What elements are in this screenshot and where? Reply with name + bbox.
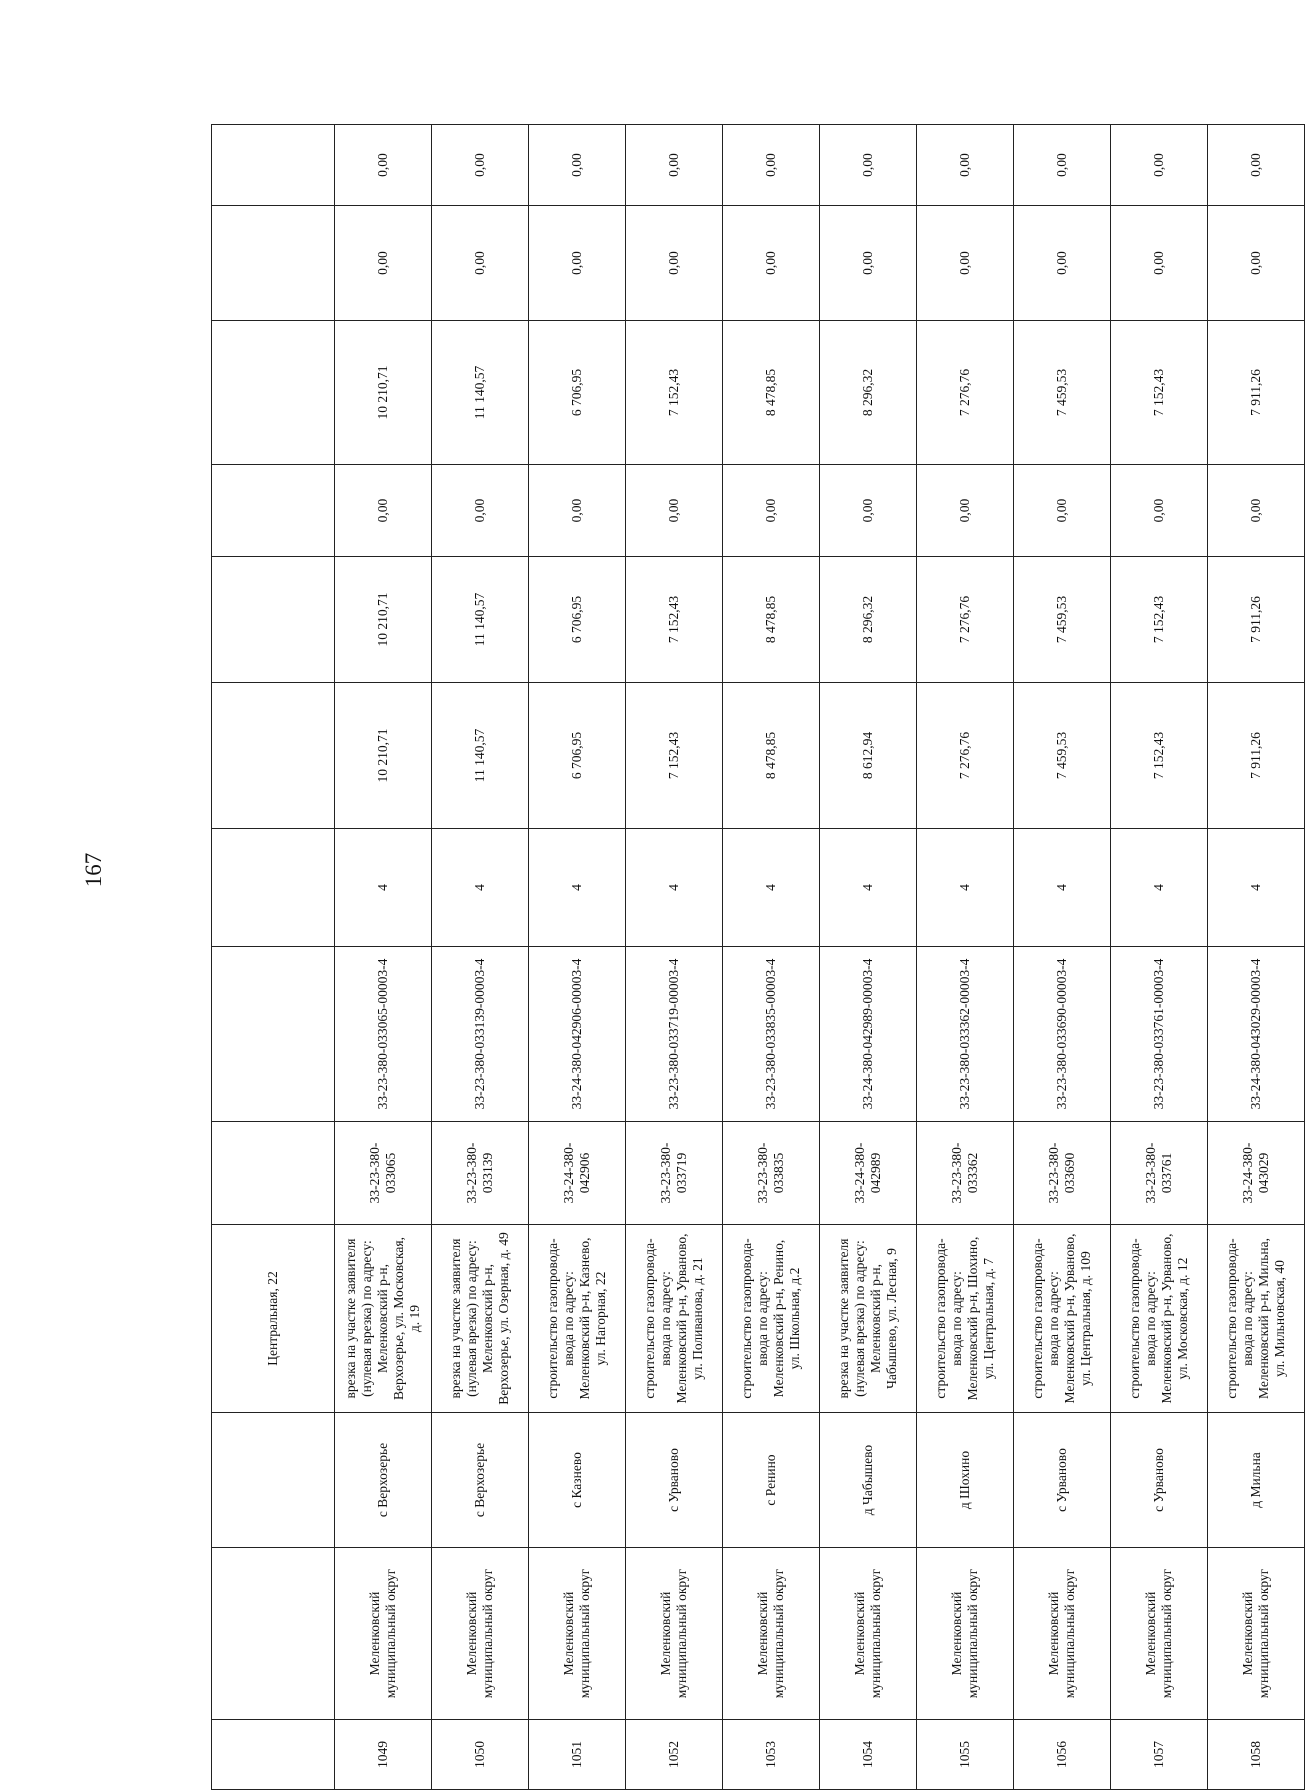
value-3-cell: 0,00 (723, 465, 820, 557)
district-cell: Меленковский муниципальный округ (432, 1548, 529, 1720)
settlement-cell: с Верхозерье (432, 1413, 529, 1548)
value-5-cell: 0,00 (1014, 206, 1111, 321)
table-row (1208, 125, 1305, 1790)
value-4-cell: 7 459,53 (1014, 321, 1111, 465)
quantity-cell: 4 (529, 829, 626, 947)
object-code-cell: 33-23-380-033835 (723, 1122, 820, 1225)
value-6-cell: 0,00 (529, 125, 626, 206)
row-number: 1058 (1208, 1720, 1305, 1790)
value-1-cell: 11 140,57 (432, 683, 529, 829)
application-code-cell: 33-23-380-033362-00003-4 (917, 947, 1014, 1122)
district-cell: Меленковский муниципальный округ (1014, 1548, 1111, 1720)
value-2-cell: 7 459,53 (1014, 557, 1111, 683)
district-cell: Меленковский муниципальный округ (820, 1548, 917, 1720)
row-number: 1052 (626, 1720, 723, 1790)
table-row (1014, 125, 1111, 1790)
description-cell: врезка на участке заявителя (нулевая врезка) по адресу: Меленковский р-н, Чабышево, ул. Лесная, 9 (820, 1225, 917, 1413)
value-4-cell: 11 140,57 (432, 321, 529, 465)
application-code-cell: 33-24-380-042989-00003-4 (820, 947, 917, 1122)
value-3-cell: 0,00 (432, 465, 529, 557)
object-code-cell: 33-23-380-033139 (432, 1122, 529, 1225)
value-3-cell: 0,00 (626, 465, 723, 557)
object-code-cell: 33-24-380-043029 (1208, 1122, 1305, 1225)
settlement-cell: д Шохино (917, 1413, 1014, 1548)
settlement-cell: с Урваново (1111, 1413, 1208, 1548)
application-code-cell: 33-23-380-033719-00003-4 (626, 947, 723, 1122)
district-cell: Меленковский муниципальный округ (626, 1548, 723, 1720)
spill-cell (212, 465, 335, 557)
value-5-cell: 0,00 (626, 206, 723, 321)
spill-cell (212, 321, 335, 465)
value-2-cell: 6 706,95 (529, 557, 626, 683)
application-code-cell: 33-23-380-033065-00003-4 (335, 947, 432, 1122)
description-cell: строительство газопровода-ввода по адресу: Меленковский р-н, Урваново, ул. Московская, д. 12 (1111, 1225, 1208, 1413)
row-number: 1056 (1014, 1720, 1111, 1790)
application-code-cell: 33-23-380-033139-00003-4 (432, 947, 529, 1122)
quantity-cell: 4 (432, 829, 529, 947)
object-code-cell: 33-23-380-033719 (626, 1122, 723, 1225)
value-3-cell: 0,00 (529, 465, 626, 557)
value-5-cell: 0,00 (529, 206, 626, 321)
value-1-cell: 10 210,71 (335, 683, 432, 829)
settlement-cell: с Урвановo (626, 1413, 723, 1548)
district-cell: Меленковский муниципальный округ (1208, 1548, 1305, 1720)
value-5-cell: 0,00 (723, 206, 820, 321)
table-row (335, 125, 432, 1790)
row-number: 1055 (917, 1720, 1014, 1790)
value-3-cell: 0,00 (820, 465, 917, 557)
value-1-cell: 7 152,43 (1111, 683, 1208, 829)
value-4-cell: 7 276,76 (917, 321, 1014, 465)
value-3-cell: 0,00 (1014, 465, 1111, 557)
description-cell: строительство газопровода-ввода по адресу: Меленковский р-н, Мильна, ул. Мильновская, 40 (1208, 1225, 1305, 1413)
value-2-cell: 8 478,85 (723, 557, 820, 683)
value-2-cell: 7 276,76 (917, 557, 1014, 683)
value-6-cell: 0,00 (917, 125, 1014, 206)
row-number: 1049 (335, 1720, 432, 1790)
object-code-cell: 33-23-380-033690 (1014, 1122, 1111, 1225)
table-row (529, 125, 626, 1790)
value-2-cell: 8 296,32 (820, 557, 917, 683)
row-number: 1054 (820, 1720, 917, 1790)
value-2-cell: 10 210,71 (335, 557, 432, 683)
value-4-cell: 7 152,43 (1111, 321, 1208, 465)
quantity-cell: 4 (1208, 829, 1305, 947)
value-6-cell: 0,00 (626, 125, 723, 206)
quantity-cell: 4 (626, 829, 723, 947)
value-4-cell: 6 706,95 (529, 321, 626, 465)
value-6-cell: 0,00 (335, 125, 432, 206)
settlement-cell: д Мильна (1208, 1413, 1305, 1548)
value-1-cell: 8 478,85 (723, 683, 820, 829)
settlement-cell: с Казнево (529, 1413, 626, 1548)
quantity-cell: 4 (1014, 829, 1111, 947)
value-6-cell: 0,00 (432, 125, 529, 206)
row-number: 1050 (432, 1720, 529, 1790)
spill-cell (212, 829, 335, 947)
quantity-cell: 4 (335, 829, 432, 947)
value-5-cell: 0,00 (1208, 206, 1305, 321)
value-1-cell: 7 152,43 (626, 683, 723, 829)
value-2-cell: 7 911,26 (1208, 557, 1305, 683)
value-4-cell: 8 296,32 (820, 321, 917, 465)
application-code-cell: 33-24-380-043029-00003-4 (1208, 947, 1305, 1122)
value-5-cell: 0,00 (917, 206, 1014, 321)
value-1-cell: 7 911,26 (1208, 683, 1305, 829)
row-number: 1053 (723, 1720, 820, 1790)
row-number: 1051 (529, 1720, 626, 1790)
table-row (626, 125, 723, 1790)
value-6-cell: 0,00 (1208, 125, 1305, 206)
description-cell: строительство газопровода-ввода по адресу: Меленковский р-н, Урваново, ул. Поливанова, д. 21 (626, 1225, 723, 1413)
object-code-cell: 33-23-380-033362 (917, 1122, 1014, 1225)
value-4-cell: 7 152,43 (626, 321, 723, 465)
description-cell: строительство газопровода-ввода по адресу: Меленковский р-н, Казнево, ул. Нагорная, 22 (529, 1225, 626, 1413)
value-2-cell: 7 152,43 (1111, 557, 1208, 683)
value-1-cell: 7 276,76 (917, 683, 1014, 829)
description-cell: строительство газопровода-ввода по адресу: Меленковский р-н, Шохино, ул. Центральная, д. 7 (917, 1225, 1014, 1413)
value-6-cell: 0,00 (1014, 125, 1111, 206)
spill-cell (212, 125, 335, 206)
district-cell: Меленковский муниципальный округ (917, 1548, 1014, 1720)
district-cell: Меленковский муниципальный округ (723, 1548, 820, 1720)
spill-cell (212, 206, 335, 321)
spill-cell (212, 683, 335, 829)
quantity-cell: 4 (723, 829, 820, 947)
spill-cell (212, 1548, 335, 1720)
value-4-cell: 8 478,85 (723, 321, 820, 465)
value-5-cell: 0,00 (820, 206, 917, 321)
object-code-cell: 33-24-380-042906 (529, 1122, 626, 1225)
data-table (211, 124, 1305, 1790)
value-3-cell: 0,00 (335, 465, 432, 557)
application-code-cell: 33-23-380-033761-00003-4 (1111, 947, 1208, 1122)
value-5-cell: 0,00 (432, 206, 529, 321)
value-6-cell: 0,00 (820, 125, 917, 206)
value-3-cell: 0,00 (917, 465, 1014, 557)
settlement-cell: с Ренино (723, 1413, 820, 1548)
value-4-cell: 7 911,26 (1208, 321, 1305, 465)
table-row (723, 125, 820, 1790)
value-5-cell: 0,00 (1111, 206, 1208, 321)
value-2-cell: 11 140,57 (432, 557, 529, 683)
spill-cell (212, 557, 335, 683)
quantity-cell: 4 (1111, 829, 1208, 947)
spill-address-tail: Центральная, 22 (212, 1225, 335, 1413)
spill-cell (212, 1720, 335, 1790)
table-row (820, 125, 917, 1790)
table-row (1111, 125, 1208, 1790)
value-1-cell: 8 612,94 (820, 683, 917, 829)
description-cell: врезка на участке заявителя (нулевая врезка) по адресу: Меленковский р-н, Верхозерье, ул. Московская, д. 19 (335, 1225, 432, 1413)
settlement-cell: с Верхозерье (335, 1413, 432, 1548)
district-cell: Меленковский муниципальный округ (1111, 1548, 1208, 1720)
value-1-cell: 6 706,95 (529, 683, 626, 829)
table-row (432, 125, 529, 1790)
quantity-cell: 4 (820, 829, 917, 947)
settlement-cell: д Чабышево (820, 1413, 917, 1548)
object-code-cell: 33-23-380-033065 (335, 1122, 432, 1225)
description-cell: строительство газопровода-ввода по адресу: Меленковский р-н, Ренино, ул. Школьная, д.2 (723, 1225, 820, 1413)
application-code-cell: 33-23-380-033835-00003-4 (723, 947, 820, 1122)
application-code-cell: 33-23-380-033690-00003-4 (1014, 947, 1111, 1122)
table-container (211, 153, 1287, 1790)
value-2-cell: 7 152,43 (626, 557, 723, 683)
page-number: 167 (81, 852, 106, 888)
settlement-cell: с Урваново (1014, 1413, 1111, 1548)
value-5-cell: 0,00 (335, 206, 432, 321)
value-4-cell: 10 210,71 (335, 321, 432, 465)
value-6-cell: 0,00 (1111, 125, 1208, 206)
table-row (917, 125, 1014, 1790)
spill-cell (212, 1122, 335, 1225)
spill-cell (212, 947, 335, 1122)
application-code-cell: 33-24-380-042906-00003-4 (529, 947, 626, 1122)
object-code-cell: 33-24-380-042989 (820, 1122, 917, 1225)
value-3-cell: 0,00 (1208, 465, 1305, 557)
row-number: 1057 (1111, 1720, 1208, 1790)
description-cell: врезка на участке заявителя (нулевая врезка) по адресу: Меленковский р-н, Верхозерье, ул. Озерная, д. 49 (432, 1225, 529, 1413)
district-cell: Меленковский муниципальный округ (335, 1548, 432, 1720)
value-1-cell: 7 459,53 (1014, 683, 1111, 829)
object-code-cell: 33-23-380-033761 (1111, 1122, 1208, 1225)
spill-over-row (212, 125, 335, 1790)
description-cell: строительство газопровода-ввода по адресу: Меленковский р-н, Урваново, ул. Центральная, д. 109 (1014, 1225, 1111, 1413)
value-6-cell: 0,00 (723, 125, 820, 206)
value-3-cell: 0,00 (1111, 465, 1208, 557)
spill-cell (212, 1413, 335, 1548)
district-cell: Меленковский муниципальный округ (529, 1548, 626, 1720)
quantity-cell: 4 (917, 829, 1014, 947)
